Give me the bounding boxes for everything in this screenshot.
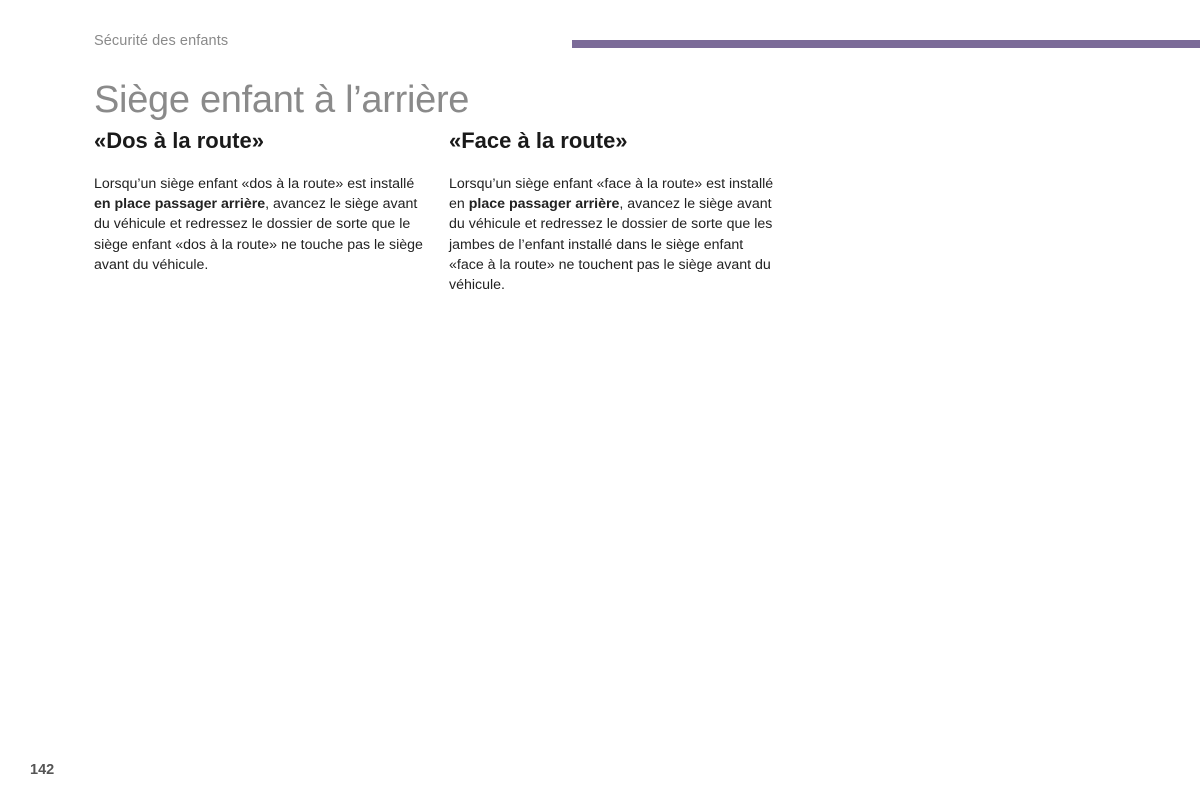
page-number: 142 (30, 762, 55, 778)
header-accent-bar (572, 40, 1200, 48)
paragraph-text-end: , avancez le siège avant du véhicule et redressez le dossier de sorte que les jambes de l’enfant installé dans le siège enfant «face à la route» ne touchent pas le siège avant du véhicule. (449, 196, 773, 294)
paragraph-bold-text: place passager arrière (468, 196, 620, 213)
paragraph-text-start: Lorsqu’un siège enfant «face à la route» est installé en (449, 176, 774, 213)
column-heading: «Dos à la route» (94, 128, 264, 153)
column-forward-facing (449, 126, 779, 295)
paragraph-text-end: , avancez le siège avant du véhicule et redressez le dossier de sorte que le siège enfant «dos à la route» ne touche pas le siège avant du véhicule. (94, 196, 423, 273)
column-heading: «Face à la route» (449, 128, 628, 153)
section-label: Sécurité des enfants (94, 33, 229, 49)
page-title: Siège enfant à l’arrière (94, 79, 470, 121)
paragraph-text-start: Lorsqu’un siège enfant «dos à la route» est installé (94, 176, 415, 192)
column-paragraph (449, 174, 779, 295)
column-rear-facing (94, 126, 424, 275)
paragraph-bold-text: en place passager arrière (94, 196, 266, 213)
column-paragraph (94, 174, 424, 275)
